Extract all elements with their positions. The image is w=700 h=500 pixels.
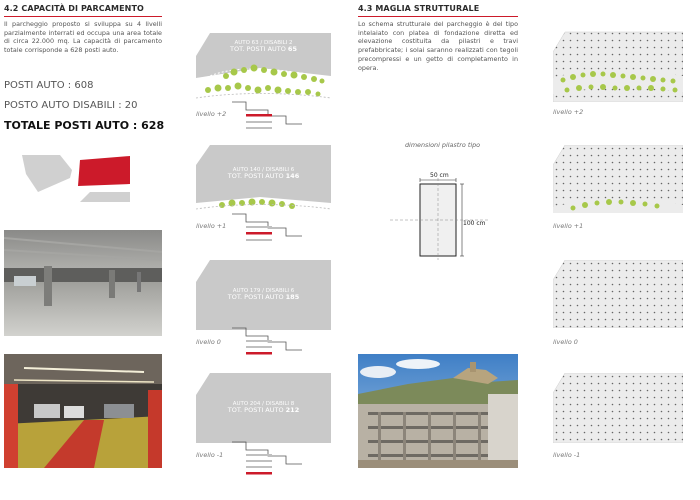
capacity-paragraph: Il parcheggio proposto si sviluppa su 4 livelli parzialmente interrati ed occupa una area totale di circa 22.000 mq. La capacità di parcamento totale corrisponde a 628 posti auto. <box>4 20 162 55</box>
section-rule-maglia <box>358 16 518 17</box>
level-plus2-caption: livello +2 <box>196 110 227 118</box>
stat-posti-auto: POSTI AUTO : 608 <box>4 80 94 91</box>
structure-grid-plus1 <box>553 145 683 213</box>
level-plus1-label: AUTO 140 / DISABILI 6 TOT. POSTI AUTO 146 <box>227 167 300 181</box>
structure-grid-minus1 <box>553 373 683 443</box>
stat-totale-posti: TOTALE POSTI AUTO : 628 <box>4 119 165 132</box>
section-title-maglia: 4.3 MAGLIA STRUTTURALE <box>358 4 480 13</box>
parking-yellow-photo <box>4 354 162 468</box>
section-key-plus1 <box>232 212 304 246</box>
pillar-width-label: 50 cm <box>430 172 449 179</box>
stat-posti-disabili: POSTO AUTO DISABILI : 20 <box>4 100 138 111</box>
pillar-caption: dimensioni pilastro tipo <box>405 141 481 149</box>
level-plus2-label: AUTO 63 / DISABILI 2 TOT. POSTI AUTO 65 <box>230 40 297 54</box>
structure-grid-plus2 <box>553 30 683 102</box>
level-minus1-label: AUTO 204 / DISABILI 8 TOT. POSTI AUTO 212 <box>227 401 300 415</box>
level-0-label: AUTO 179 / DISABILI 6 TOT. POSTI AUTO 185 <box>227 288 300 302</box>
pillar-height-label: 100 cm <box>463 220 486 227</box>
structure-plus1-caption: livello +1 <box>553 222 584 230</box>
section-key-plus2 <box>232 100 304 134</box>
level-plan-plus2 <box>196 28 331 104</box>
structure-grid-0 <box>553 260 683 328</box>
section-key-minus1 <box>232 440 304 480</box>
level-0-caption: livello 0 <box>196 338 221 346</box>
section-key-0 <box>232 326 304 362</box>
structure-0-caption: livello 0 <box>553 338 578 346</box>
structure-minus1-caption: livello -1 <box>553 451 581 459</box>
parking-interior-photo <box>4 230 162 336</box>
pillar-section-diagram <box>390 178 490 260</box>
level-plan-plus1 <box>196 145 331 211</box>
structure-paragraph: Lo schema strutturale del parcheggio è del tipo intelaiato con platea di fondazione diretta ed elevazione costituita da pilastri e travi prefabbricate; i solai saranno realizzati con tegoli precompressi e un getto di completamento in opera. <box>358 20 518 72</box>
section-title-capacita: 4.2 CAPACITÀ DI PARCAMENTO <box>4 4 144 13</box>
level-plus1-caption: livello +1 <box>196 222 227 230</box>
construction-site-photo <box>358 354 518 468</box>
level-minus1-caption: livello -1 <box>196 451 224 459</box>
structure-plus2-caption: livello +2 <box>553 108 584 116</box>
site-keyplan-graphic <box>20 152 135 207</box>
section-rule-capacita <box>4 16 162 17</box>
level-plan-0 <box>196 260 331 330</box>
level-plan-minus1 <box>196 373 331 443</box>
